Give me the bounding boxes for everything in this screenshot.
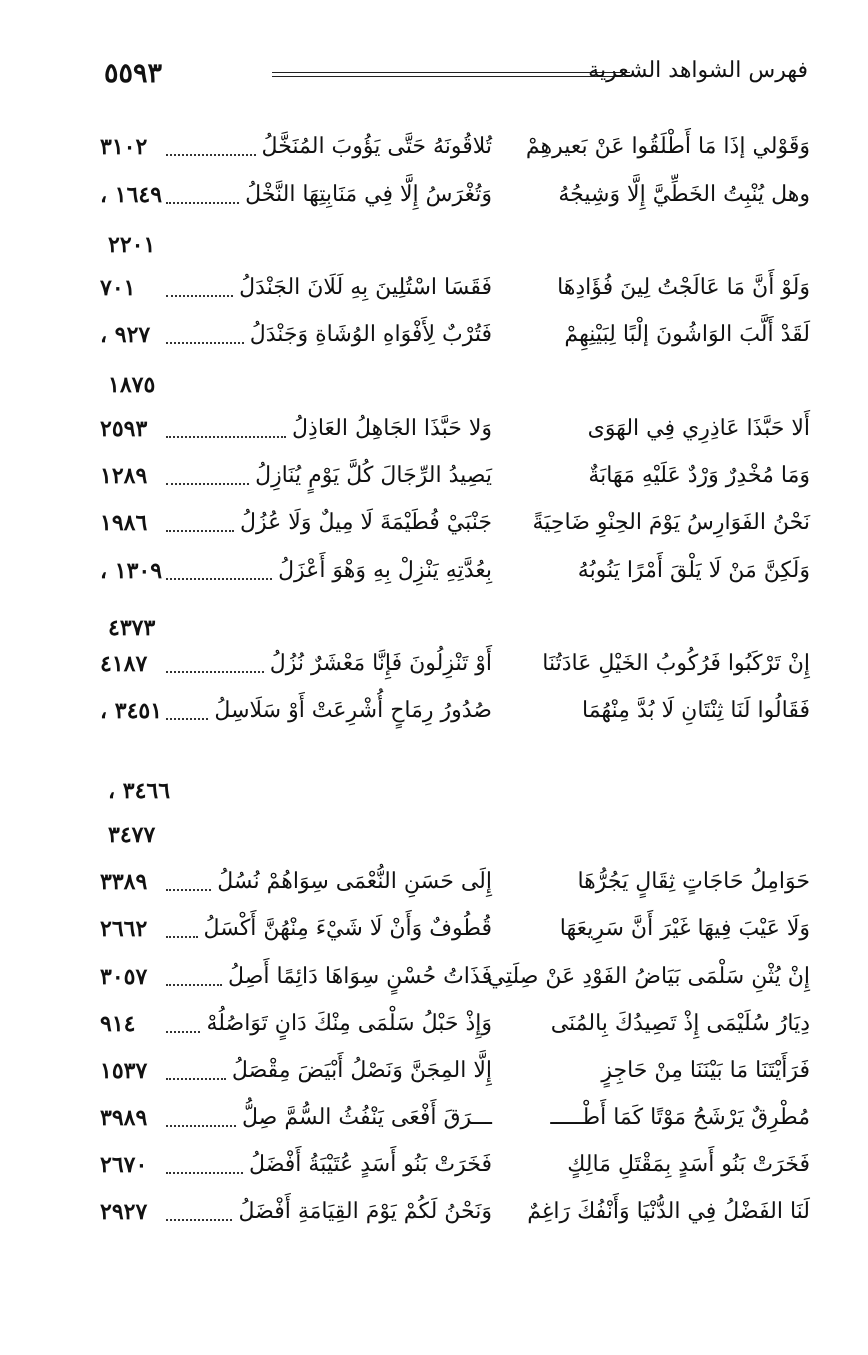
verse-entry: [96, 1001, 810, 1047]
verse-entry: [96, 124, 810, 170]
citation-number: ٢٥٩٣: [100, 416, 148, 442]
citation-number: ٤١٨٧: [100, 651, 148, 677]
second-hemistich: تُلاقُونَهُ حَتَّى يَؤُوبَ المُنَخَّلُ: [261, 134, 492, 159]
citation-number: ٩٢٧ ،: [100, 322, 151, 348]
second-hemistich: إِلَى حَسَنِ النُّعْمَى سِوَاهُمْ نُسُلُ: [217, 869, 492, 894]
first-hemistich: وَلَا عَيْبَ فِيهَا غَيْرَ أَنَّ سَرِيعَهَا: [559, 916, 810, 941]
verse-entry: [96, 1189, 810, 1235]
citation-number: ٢٦٦٢: [100, 916, 148, 942]
verse-entry: [96, 1048, 810, 1094]
first-hemistich: فَخَرَتْ بَنُو أَسَدٍ بِمَقْتَلِ مَالِكٍ: [567, 1152, 810, 1177]
verse-entry: [96, 548, 810, 594]
second-hemistich: يَصِيدُ الرِّجَالَ كُلَّ يَوْمٍ يُنَازِلُ: [255, 463, 492, 488]
citation-number: ٣٠٥٧: [100, 964, 148, 990]
header-rule: [272, 72, 630, 77]
verse-entry: [96, 312, 810, 358]
first-hemistich: فَرَأَيْتَنَا مَا بَيْنَنَا مِنْ حَاجِزٍ: [601, 1058, 810, 1083]
first-hemistich: إِنْ يُثْنِ سَلْمَى بَيَاضُ الفَوْدِ عَنْ صِلَتِي: [487, 964, 810, 989]
second-hemistich: وَإِذْ حَبْلُ سَلْمَى مِنْكَ دَانٍ تَوَاصُلُهْ: [206, 1011, 492, 1036]
citation-number: ٣٩٨٩: [100, 1105, 148, 1131]
citation-number: ٣٣٨٩: [100, 869, 148, 895]
verse-entry: [96, 954, 810, 1000]
citation-number: ٣٤٥١ ،: [100, 698, 163, 724]
citation-number: ٧٠١: [100, 275, 136, 301]
first-hemistich: دِيَارُ سُلَيْمَى إِذْ تَصِيدُكَ بِالمُنَى: [550, 1011, 810, 1036]
verse-entry: [96, 688, 810, 734]
first-hemistich: وهل يُنْبِتُ الخَطِّيَّ إِلَّا وَشِيجُهُ: [558, 182, 810, 207]
verse-entry: [96, 1142, 810, 1188]
second-hemistich: ـــرَقَ أَفْعَى يَنْفُثُ السُّمَّ صِلُّ: [241, 1105, 492, 1130]
second-hemistich: فَقَسَا اسْتُلِينَ بِهِ لَلَانَ الجَنْدَلُ: [239, 275, 492, 300]
page-title: فهرس الشواهد الشعرية: [588, 58, 808, 83]
first-hemistich: فَقَالُوا لَنَا ثِنْتَانِ لَا بُدَّ مِنْهُمَا: [581, 698, 810, 723]
citation-number: ٩١٤: [100, 1011, 136, 1037]
first-hemistich: أَلا حَبَّذَا عَاذِرِي فِي الهَوَى: [587, 416, 810, 441]
verse-entry: [96, 172, 810, 218]
second-hemistich: وَلا حَبَّذَا الجَاهِلُ العَاذِلُ: [292, 416, 492, 441]
citation-number: ١٢٨٩: [100, 463, 148, 489]
verse-entry: [96, 453, 810, 499]
second-hemistich: جَنْبَيْ فُطَيْمَةَ لَا مِيلٌ وَلَا عُزُلُ: [240, 510, 492, 535]
verse-entry: [96, 641, 810, 687]
first-hemistich: وَقَوْلي إذَا مَا أَطْلَقُوا عَنْ بَعيرهِمْ: [525, 134, 810, 159]
first-hemistich: إِنْ تَرْكَبُوا فَرُكُوبُ الخَيْلِ عَادَتُنَا: [542, 651, 810, 676]
second-hemistich: صُدُورُ رِمَاحٍ أُشْرِعَتْ أَوْ سَلَاسِلُ: [214, 698, 492, 723]
citation-number: ١٩٨٦: [100, 510, 148, 536]
second-hemistich: وَنَحْنُ لَكُمْ يَوْمَ القِيَامَةِ أَفْضَلُ: [238, 1199, 492, 1224]
citation-continuation: ١٨٧٥: [108, 372, 156, 398]
second-hemistich: أَوْ تَنْزِلُونَ فَإِنَّا مَعْشَرٌ نُزُلُ: [269, 651, 492, 676]
citation-continuation: ٤٣٧٣: [108, 615, 156, 641]
citation-continuation: ٣٤٧٧: [108, 822, 156, 848]
citation-number: ١٥٣٧: [100, 1058, 148, 1084]
first-hemistich: وَلَوْ أَنَّ مَا عَالَجْتُ لِينَ فُؤَادِهَا: [557, 275, 810, 300]
page-number: ٥٥٩٣: [104, 58, 163, 89]
second-hemistich: فَخَرَتْ بَنُو أَسَدٍ عُتَيْبَةُ أَفْضَلُ: [249, 1152, 492, 1177]
first-hemistich: لَنَا الفَضْلُ فِي الدُّنْيَا وَأَنْفُكَ رَاغِمٌ: [527, 1199, 810, 1224]
second-hemistich: بِعُدَّتِهِ يَنْزِلْ بِهِ وَهْوَ أَعْزَلُ: [278, 558, 492, 583]
citation-number: ٢٦٧٠: [100, 1152, 148, 1178]
page-header: [96, 58, 808, 98]
citation-number: ٣١٠٢: [100, 134, 148, 160]
second-hemistich: فَتُرْبٌ لِأَفْوَاهِ الوُشَاةِ وَجَنْدَلُ: [249, 322, 492, 347]
verse-entry: [96, 1095, 810, 1141]
verse-entry: [96, 265, 810, 311]
first-hemistich: نَحْنُ الفَوَارِسُ يَوْمَ الحِنْوِ ضَاحِيَةً: [532, 510, 810, 535]
second-hemistich: فَذَاتُ حُسْنٍ سِوَاهَا دَائِمًا أَصِلُ: [228, 964, 492, 989]
first-hemistich: حَوَامِلُ حَاجَاتٍ ثِقَالٍ يَجُرُّهَا: [577, 869, 810, 894]
verse-entry: [96, 906, 810, 952]
second-hemistich: وَتُغْرَسُ إِلَّا فِي مَنَابِتِهَا النَّخْلُ: [245, 182, 492, 207]
citation-number: ٢٩٢٧: [100, 1199, 148, 1225]
citation-continuation: ٢٢٠١: [108, 232, 156, 258]
verse-entry: [96, 859, 810, 905]
citation-number: ١٣٠٩ ،: [100, 558, 163, 584]
citation-continuation: ٣٤٦٦ ،: [108, 778, 171, 804]
second-hemistich: قُطُوفٌ وَأَنْ لَا شَيْءَ مِنْهُنَّ أَكْسَلُ: [203, 916, 492, 941]
first-hemistich: لَقَدْ أَلَّبَ الوَاشُونَ إلْبًا لِبَيْنِهِمْ: [564, 322, 810, 347]
verse-entry: [96, 406, 810, 452]
first-hemistich: وَلَكِنَّ مَنْ لَا يَلْقَ أَمْرًا يَنُوبُهُ: [577, 558, 810, 583]
verse-entry: [96, 500, 810, 546]
citation-number: ١٦٤٩ ،: [100, 182, 163, 208]
first-hemistich: مُطْرِقٌ يَرْشَحُ مَوْتًا كَمَا أَطْـــــ: [550, 1105, 810, 1130]
second-hemistich: إِلَّا المِجَنَّ وَنَصْلُ أَبْيَضَ مِقْصَلُ: [231, 1058, 492, 1083]
first-hemistich: وَمَا مُخْدِرٌ وَرْدٌ عَلَيْهِ مَهَابَةٌ: [588, 463, 810, 488]
